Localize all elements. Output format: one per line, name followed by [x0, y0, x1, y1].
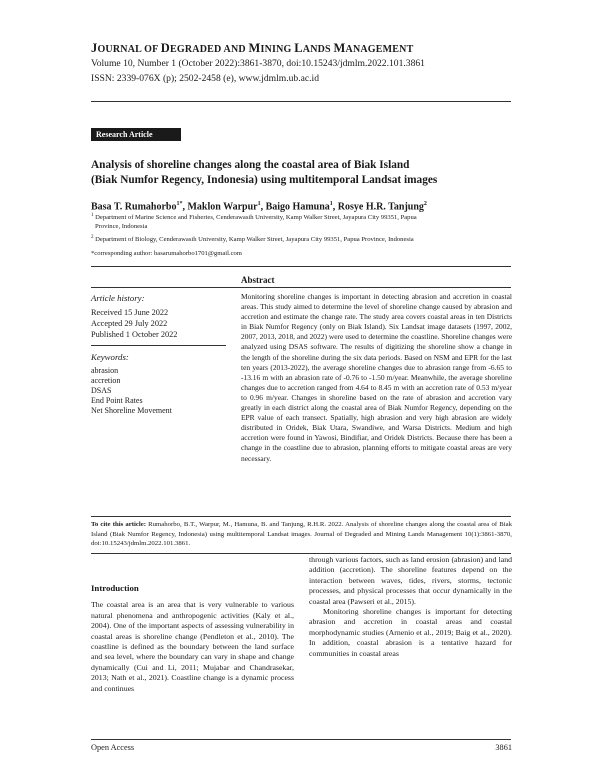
keyword: End Point Rates [91, 396, 143, 405]
abstract-heading: Abstract [241, 275, 275, 285]
footer-rule [91, 739, 511, 740]
accepted-date: Accepted 29 July 2022 [91, 319, 168, 328]
introduction-paragraph: The coastal area is an area that is very vulnerable to various natural phenomena and anthropogenic activities (Kaly et al., 2004). One of the important aspects of assessing vulnerability in coastal areas is shoreline change (Pendleton et al., 2010). The coastline is defined as the boundary between the land surface and sea level, where the boundary can vary in shape and change dynamically (Cui and Li, 2011; Mujabar and Chandrasekar, 2013; Nath et al., 2021). Coastline change is a dynamic process and continues [91, 600, 294, 693]
citation-label: To cite this article: [91, 521, 146, 528]
header-rule [91, 101, 511, 102]
citation [91, 520, 512, 549]
abstract-rule [91, 287, 511, 288]
journal-header [91, 42, 531, 86]
introduction-column-left [91, 583, 294, 694]
page-footer [91, 743, 512, 752]
keyword: accretion [91, 376, 121, 385]
article-type-label: Research Article [91, 128, 181, 141]
keyword: Net Shoreline Movement [91, 406, 172, 415]
published-date: Published 1 October 2022 [91, 330, 178, 339]
citation-text: Rumahorbo, B.T., Warpur, M., Hamuna, B. and Tanjung, R.H.R. 2022. Analysis of shoreline changes along the coastal area of Biak Island (Biak Numfor Regency, Indonesia) using multitemporal Landsat images. Journal of Degraded and Mining Lands Management 10(1):3861-3870, doi:10.15243/jdmlm.2022.101.3861. [91, 521, 512, 548]
section-rule [91, 266, 511, 267]
article-title-line2: (Biak Numfor Regency, Indonesia) using multitemporal Landsat images [91, 173, 438, 186]
introduction-heading: Introduction [91, 583, 139, 593]
article-history [91, 293, 226, 340]
introduction-column-right [309, 555, 512, 659]
abstract-end-rule [91, 516, 511, 517]
citation-rule [91, 553, 511, 554]
affiliation-2: $^2$ Department of Biology, Cenderawasih University, Kamp Walker Street, Jayapura City 99351, Papua Province, Indonesia [91, 235, 414, 244]
article-title [91, 158, 521, 187]
received-date: Received 15 June 2022 [91, 308, 169, 317]
author-list: Basa T. Rumahorbo$^{1*}$, Maklon Warpur$^1$, Baigo Hamuna$^1$, Rosye H.R. Tanjung$^2$ [91, 201, 427, 213]
affiliation-1: $^1$ Department of Marine Science and Fisheries, Cenderawasih University, Kamp Walker Street, Jayapura City 99351, Papua Province, Indonesia [91, 213, 417, 230]
journal-issn-line: ISSN: 2339-076X (p); 2502-2458 (e), www.jdmlm.ub.ac.id [91, 73, 320, 84]
author-name: Baigo Hamuna [265, 201, 330, 213]
open-access-label: Open Access [91, 743, 135, 752]
author-name: Maklon Warpur [187, 201, 258, 213]
keyword: abrasion [91, 366, 119, 375]
history-rule [91, 345, 226, 346]
keywords-heading: Keywords: [91, 352, 129, 362]
author-name: Rosye H.R. Tanjung [337, 201, 424, 213]
page-number: 3861 [495, 743, 512, 752]
history-heading: Article history: [91, 293, 145, 303]
keywords-block [91, 352, 226, 416]
journal-volume-line: Volume 10, Number 1 (October 2022):3861-3870, doi:10.15243/jdmlm.2022.101.3861 [91, 58, 425, 69]
introduction-paragraph: Monitoring shoreline changes is important for detecting abrasion and accretion in coastal areas and coastal morphodynamic studies (Arnenio et al., 2019; Baig et al., 2020). In addition, coastal abrasion is a tentative hazard for communities in coastal areas [309, 607, 512, 658]
journal-title: JOURNAL OF DEGRADED AND MINING LANDS MANAGEMENT [91, 41, 414, 55]
keyword: DSAS [91, 386, 112, 395]
author-name: Basa T. Rumahorbo [91, 201, 177, 213]
introduction-paragraph: through various factors, such as land erosion (abrasion) and land addition (accretion). The shoreline features depend on the interaction between waves, tides, rivers, storms, tectonic processes, and physical processes that occur dynamically in the coastal area (Pawseri et al., 2015). [309, 555, 512, 606]
abstract-text: Monitoring shoreline changes is important in detecting abrasion and accretion in coastal areas. This study aimed to determine the level of shoreline change caused by abrasion and accretion and estimate the change rate. The study area covers coastal areas in ten Districts in Biak Numfor Regency (only on Biak Island). Six Landsat image datasets (1997, 2002, 2007, 2013, 2018, and 2022) were used to determine the coastline. Shoreline changes were analyzed using DSAS software. The results of digitizing the shoreline show a change in the length of the shoreline during the six data periods. Based on NSM and EPR for the last ten years (2013-2022), the average shoreline changes due to abrasion range from -6.65 to -13.16 m with an abrasion rate of -0.76 to -1.50 m/year. Meanwhile, the average shoreline changes due to accretion ranged from 4.64 to 8.45 m with an accretion rate of 0.53 m/year to 0.96 m/year. Changes in shoreline based on the rate of abrasion and accretion vary greatly in each district along the coastal area of Biak Numfor Regency, depending on the EPR value of each transect. Spatially, high abrasion and very high abrasion are widely distributed in Oridek, Biak Utara, Swandiwe, and Warsa Districts. Medium and high accretion were found in Yawosi, Bindifiar, and Oridek Districts. Because there has been a change in the coastline due to abrasion, planning efforts to mitigate coastal areas are very necessary. [241, 292, 512, 463]
article-title-line1: Analysis of shoreline changes along the coastal area of Biak Island [91, 159, 410, 171]
corresponding-author: *corresponding author: basarumahorbo1701@gmail.com [91, 250, 242, 257]
